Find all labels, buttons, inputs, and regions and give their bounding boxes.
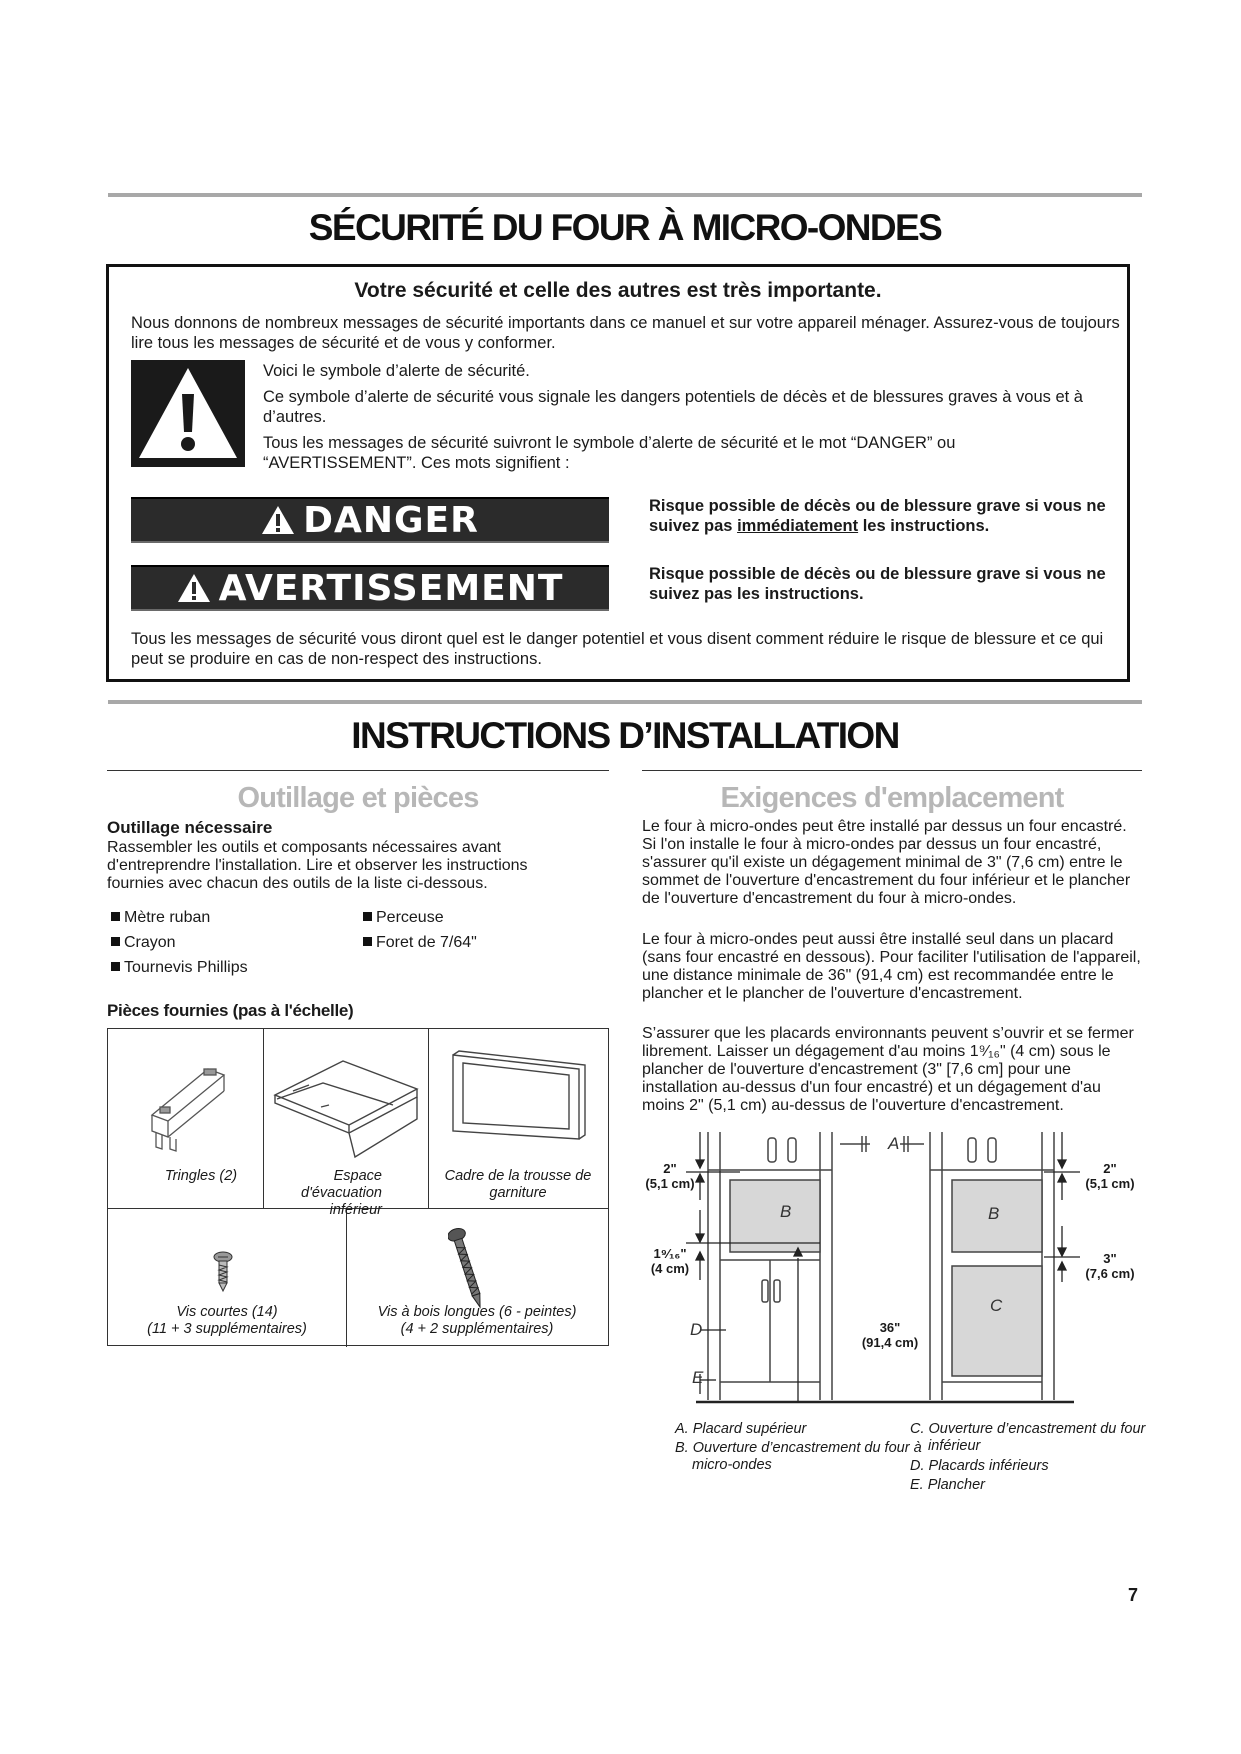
diagram-label-b-left: B: [780, 1202, 792, 1221]
legend-c: C. Ouverture d’encastrement du four inférieur: [910, 1421, 1146, 1454]
dim-2in-left: [640, 1161, 700, 1191]
danger-banner: [131, 497, 609, 543]
alert-triangle-icon: [131, 360, 245, 467]
location-heading: Exigences d'emplacement: [720, 782, 1064, 814]
legend-b: B. Ouverture d’encastrement du four à micro-ondes: [675, 1440, 922, 1473]
dim-3in-cm: (7,6 cm): [1085, 1266, 1135, 1281]
wood-screws-extra: (4 + 2 supplémentaires): [400, 1321, 554, 1337]
dim-36: [850, 1320, 930, 1350]
tool-item: Tournevis Phillips: [111, 959, 248, 977]
legend-e: E. Plancher: [910, 1477, 985, 1493]
dim-2in-right: [1080, 1161, 1140, 1191]
short-screw-icon: [208, 1249, 238, 1299]
location-paragraph-2: Le four à micro-ondes peut aussi être installé seul dans un placard (sans four encastré en dessous). Pour faciliter l'utilisation de l'appareil, une distance minimale de 36" (91,4 cm) est recommandée entre le plancher et le plancher de l'ouverture d'encastrement.: [642, 931, 1141, 1002]
diagram-label-a: A: [888, 1134, 900, 1153]
tool-item: Crayon: [111, 934, 176, 952]
parts-heading: Pièces fournies (pas à l'échelle): [107, 1001, 354, 1020]
symbol-description: Ce symbole d’alerte de sécurité vous signale les dangers potentiels de décès et de blessures graves à vous et à d’autres.: [263, 388, 1083, 426]
short-screws-extra: (11 + 3 supplémentaires): [147, 1321, 307, 1337]
short-screws-caption: [108, 1304, 346, 1338]
right-column-rule: [642, 770, 1142, 771]
messages-line: Tous les messages de sécurité suivront le symbole d’alerte de sécurité et le mot “DANGER” ou “AVERTISSEMENT”. Ces mots signifient :: [263, 434, 956, 472]
dim-1916: [640, 1246, 700, 1276]
tool-item: Mètre ruban: [111, 909, 210, 927]
danger-text-2: les instructions.: [862, 517, 990, 535]
danger-alert-icon: [261, 505, 295, 535]
safety-box-heading: Votre sécurité et celle des autres est très importante.: [354, 279, 882, 302]
warning-banner: [131, 565, 609, 611]
safety-alert-symbol: [131, 360, 245, 467]
page-number: 7: [1128, 1585, 1139, 1605]
location-paragraph-1: Le four à micro-ondes peut être installé par dessus un four encastré. Si l'on installe le four à micro-ondes par dessus un four encastré, s'assurer qu'il existe un dégagement minimal de 3" (7,6 cm) entre le sommet de l'ouverture d'encastrement du four inférieur et le plancher de l'ouverture d'encastrement du four à micro-ondes.: [642, 818, 1131, 907]
location-paragraph-3: S’assurer que les placards environnants peuvent s’ouvrir et se fermer librement. Laisser un dégagement d'au moins 1⁹⁄₁₆" (4 cm) sous le plancher de l'ouverture d'encastrement (3" [7,6 cm] pour une installation au-dessus d'un four encastré) et un dégagement d'au moins 2" (5,1 cm) au-dessus de l'ouverture d'encastrement.: [642, 1025, 1134, 1114]
dim-2in-right-cm: (5,1 cm): [1085, 1176, 1135, 1191]
tool-item: Perceuse: [363, 909, 444, 927]
spacer-caption: Espace d'évacuation inférieur: [301, 1168, 382, 1218]
dim-2in-left-cm: (5,1 cm): [645, 1176, 695, 1191]
left-column-rule: [107, 770, 609, 771]
diagram-label-d: D: [690, 1320, 703, 1339]
rails-caption: Tringles (2): [164, 1168, 238, 1184]
cabinet-clearance-diagram: [640, 1130, 1140, 1420]
spacer-illustration: [263, 1047, 428, 1172]
safety-intro: Nous donnons de nombreux messages de sécurité importants dans ce manuel et sur votre appareil ménager. Assurez-vous de toujours lire tous les messages de sécurité et de vous y conformer.: [131, 314, 1120, 352]
symbol-line: Voici le symbole d’alerte de sécurité.: [263, 362, 530, 380]
wood-screws-count: Vis à bois longues (6 - peintes): [377, 1304, 577, 1320]
dim-36-value: 36": [879, 1320, 901, 1335]
diagram-label-b-right: B: [988, 1204, 1000, 1223]
danger-text-1: Risque possible de décès ou de blessure grave si vous ne suivez pas: [649, 497, 1106, 535]
diagram-label-e: E: [692, 1368, 704, 1387]
dim-2in-right-value: 2": [1103, 1161, 1117, 1176]
trim-frame-illustration: [433, 1041, 603, 1151]
legend-a: A. Placard supérieur: [675, 1421, 807, 1437]
danger-description: [649, 496, 1129, 536]
rail-illustration: [136, 1049, 246, 1159]
tools-heading: Outillage et pièces: [237, 782, 479, 814]
parts-table: [107, 1028, 609, 1346]
dim-2in-left-value: 2": [663, 1161, 677, 1176]
short-screws-count: Vis courtes (14): [176, 1304, 278, 1320]
frame-caption: Cadre de la trousse de garniture: [444, 1168, 592, 1201]
dim-1916-cm: (4 cm): [650, 1261, 690, 1276]
dim-3in: [1080, 1251, 1140, 1281]
danger-label: DANGER: [303, 499, 479, 541]
tool-item: Foret de 7/64": [363, 934, 477, 952]
top-rule: [108, 193, 1142, 197]
safety-title: SÉCURITÉ DU FOUR À MICRO-ONDES: [308, 207, 942, 248]
dim-1916-value: 1⁹⁄₁₆": [653, 1246, 687, 1261]
diagram-label-c: C: [990, 1296, 1003, 1315]
wood-screws-caption: [346, 1304, 608, 1338]
long-wood-screw-icon: [448, 1225, 488, 1315]
warning-label: AVERTISSEMENT: [218, 567, 564, 609]
safety-footer: Tous les messages de sécurité vous diront quel est le danger potentiel et vous disent comment réduire le risque de blessure et ce qui peut se produire en cas de non-respect des instructions.: [131, 630, 1104, 668]
legend-d: D. Placards inférieurs: [910, 1458, 1049, 1474]
dim-36-cm: (91,4 cm): [861, 1335, 919, 1350]
warning-alert-icon: [177, 573, 211, 603]
installation-rule: [108, 700, 1142, 704]
required-tools-heading: Outillage nécessaire: [107, 818, 273, 837]
installation-title: INSTRUCTIONS D’INSTALLATION: [351, 715, 899, 756]
safety-box: [106, 264, 1130, 682]
required-tools-text: Rassembler les outils et composants nécessaires avant d'entreprendre l'installation. Lire et observer les instructions fournies avec chacun des outils de la liste ci-dessous.: [107, 839, 528, 892]
danger-text-underlined: immédiatement: [737, 517, 859, 535]
warning-description: Risque possible de décès ou de blessure grave si vous ne suivez pas les instructions.: [649, 565, 1106, 603]
dim-3in-value: 3": [1103, 1251, 1117, 1266]
